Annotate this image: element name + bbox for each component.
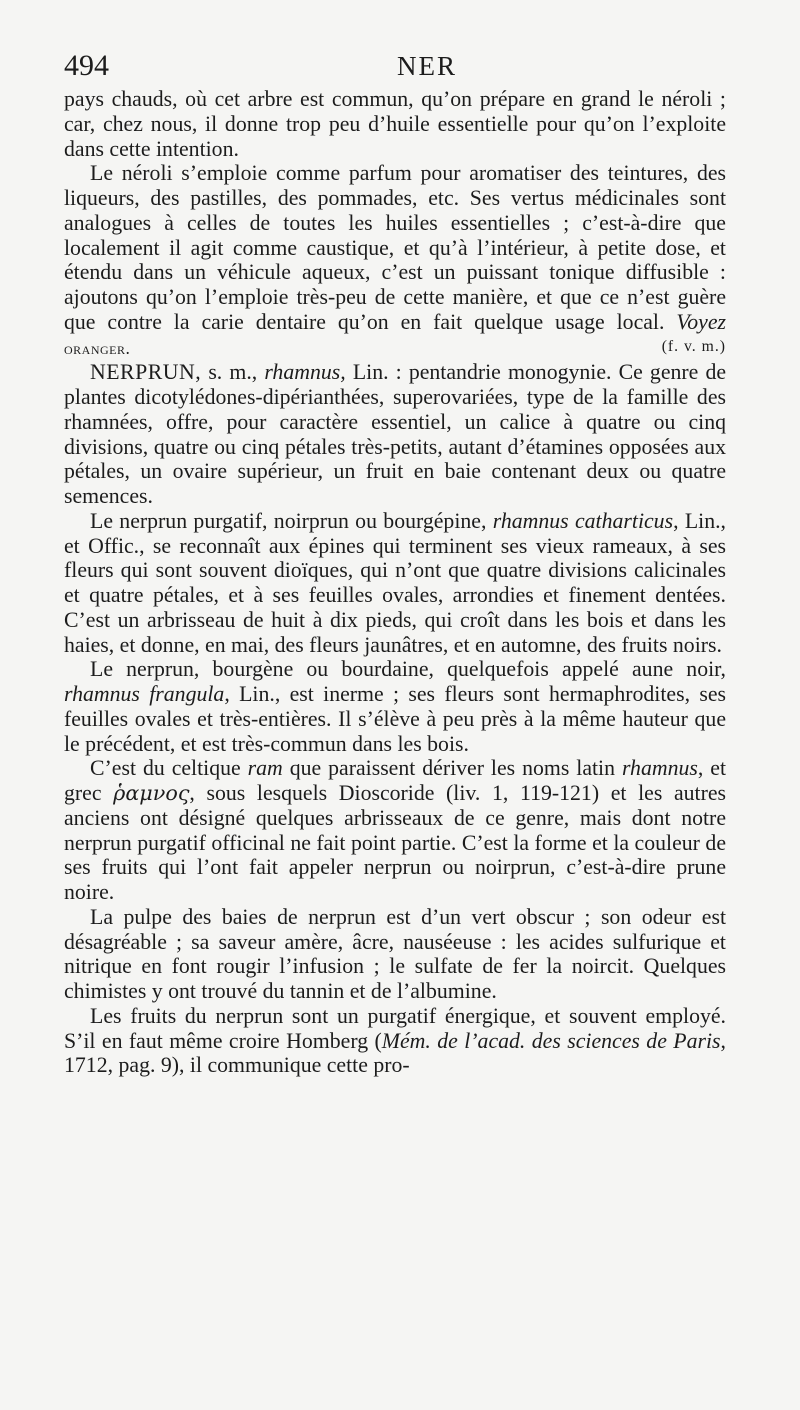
greek-word: ῥαμνος [113, 781, 190, 805]
paragraph-text: Le néroli s’emploie comme parfum pour aromatiser des teintures, des liqueurs, des pastilles, des pommades, etc. Ses vertus médicinales sont analogues à celles de toutes les huiles essentielles ; c’est-à-dire que localement il agit comme caustique, et qu’à l’intérieur, à petite dose, et étendu dans un véhicule aqueux, c’est un puissant tonique diffusible : ajoutons qu’on l’emploie très-peu de cette manière, et que ce n’est guère que contre la carie dentaire qu’on en fait quelque usage local. [64, 161, 726, 334]
entry-headword: NERPRUN, [90, 360, 202, 385]
paragraph-text: , 1712, pag. 9), il communique cette pro- [64, 1028, 726, 1078]
paragraph-text: Le nerprun, bourgène ou bourdaine, quelquefois appelé aune noir, [90, 657, 726, 682]
paragraph-pulpe: La pulpe des baies de nerprun est d’un vert obscur ; son odeur est désagréable ; sa saveur amère, âcre, nauséeuse : les acides sulfurique et nitrique en font rougir l’infusion ; le sulfate de fer la noircit. Quelques chimistes y ont trouvé du tannin et de l’albumine. [64, 904, 726, 1003]
celtic-word: ram [247, 756, 283, 781]
paragraph-continuation: pays chauds, où cet arbre est commun, qu’on prépare en grand le néroli ; car, chez nous, il donne trop peu d’huile essentielle pour qu’on l’exploite dans cette intention. [64, 87, 726, 161]
paragraph-purgatif [64, 1004, 726, 1078]
body-text [64, 87, 726, 1078]
paragraph-text: , sous lesquels Dioscoride (liv. 1, 119-121) et les autres anciens ont désigné quelques arbrisseaux de ce genre, mais dont notre nerprun purgatif officinal ne fait point partie. C’est la forme et la couleur de ses fruits qui l’ont fait appeler nerprun ou noirprun, c’est-à-dire prune noire. [64, 781, 726, 904]
cross-reference: oranger. [64, 337, 131, 358]
paragraph-text: C’est du celtique [90, 756, 241, 781]
author-signature: (f. v. m.) [661, 337, 726, 355]
paragraph-text: , Lin., est inerme ; ses fleurs sont hermaphrodites, ses feuilles ovales et très-entières. Il s’élève à peu près à la même hauteur que le précédent, et est très-commun dans les bois. [64, 682, 726, 756]
latin-name: rhamnus, [264, 360, 346, 385]
paragraph-text: Le nerprun purgatif, noirprun ou bourgépine, [90, 508, 487, 533]
latin-name: rhamnus frangula [64, 682, 225, 706]
latin-name: rhamnus catharticus [492, 508, 674, 533]
see-also-label: Voyez [676, 309, 726, 334]
paragraph-nerprun-entry [64, 360, 726, 509]
paragraph-etymology [64, 756, 726, 905]
paragraph-text: , et grec [64, 756, 727, 805]
latin-name: rhamnus [621, 756, 698, 781]
paragraph-neroli-uses [64, 161, 726, 360]
paragraph-text: Lin. : pentandrie monogynie. Ce genre de plantes dicotylédones-dipérianthées, superovariées, type de la famille des rhamnées, offre, pour caractère essentiel, un calice à quatre ou cinq divisions, quatre ou cinq pétales très-petits, autant d’étamines opposées aux pétales, un ovaire supérieur, un fruit en baie contenant deux ou quatre semences. [64, 360, 727, 508]
paragraph-text: , Lin., et Offic., se reconnaît aux épines qui terminent ses vieux rameaux, à ses fleurs qui sont souvent dioïques, qui n’ont que quatre divisions calicinales et quatre pétales, et à ses feuilles ovales, arrondies et finement dentées. C’est un arbrisseau de huit à dix pieds, qui croît dans les bois et dans les haies, et donne, en mai, des fleurs jaunâtres, et en automne, des fruits noirs. [64, 508, 727, 657]
paragraph-text: que paraissent dériver les noms latin [289, 756, 616, 781]
citation-title: Mém. de l’acad. des sciences de Paris [381, 1028, 721, 1053]
page-header [64, 48, 760, 88]
grammar-note: s. m., [208, 360, 258, 385]
page-number: 494 [64, 49, 109, 82]
paragraph-nerprun-purgatif [64, 509, 726, 658]
paragraph-bourdaine [64, 657, 726, 756]
paragraph-text: Les fruits du nerprun sont un purgatif énergique, et souvent employé. S’il en faut même croire Homberg ( [64, 1003, 726, 1053]
running-head: NER [397, 51, 457, 81]
